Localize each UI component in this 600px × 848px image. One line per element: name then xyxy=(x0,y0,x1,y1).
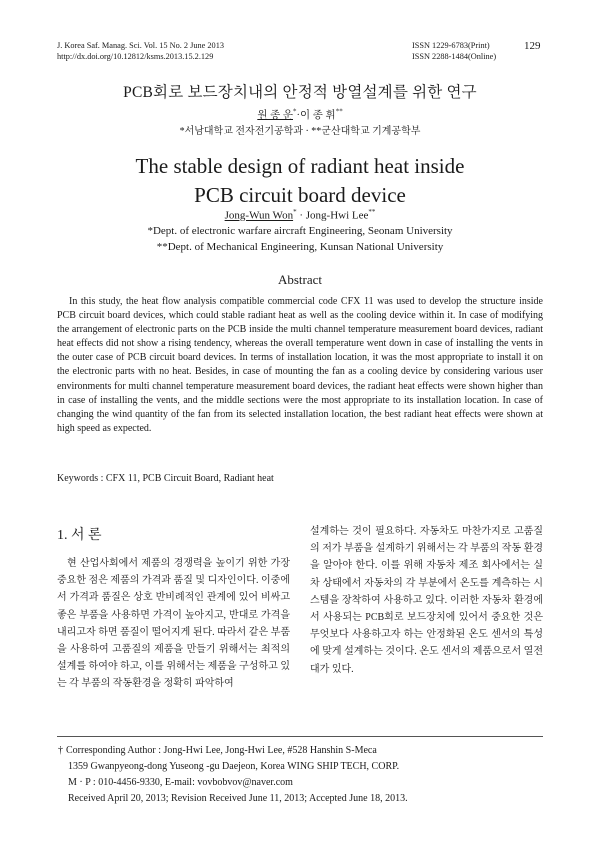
journal-citation: J. Korea Saf. Manag. Sci. Vol. 15 No. 2 June 2013 xyxy=(57,41,224,50)
body-left-column: 현 산업사회에서 제품의 경쟁력을 높이기 위한 가장 중요한 점은 제품의 가격과 품질 및 디자인이다. 이중에서 가격과 품질은 상호 반비례적인 관계에 있어 비싸고 좋은 부품을 사용하면 가격이 높아지고, 반대로 가격을 내리고자 하면 품질이 떨어지게 된다. 따라서 같은 부품을 사용하여 고품질의 제품을 만들기 위해서는 최적의 설계를 하여야 하고, 이를 위해서는 제품을 구성하고 있는 각 부품의 작동환경을 정확히 파악하여 xyxy=(57,558,290,690)
footnote-dagger: † xyxy=(58,745,63,756)
korean-title: PCB회로 보드장치내의 안정적 방열설계를 위한 연구 xyxy=(123,84,477,101)
korean-author-1-mark: * xyxy=(293,107,297,116)
abstract-heading: Abstract xyxy=(277,272,323,287)
english-author-1-mark: * xyxy=(293,208,297,216)
footnote-line-1: Corresponding Author : Jong-Hwi Lee, Jong-Hwi Lee, #528 Hanshin S-Meca xyxy=(66,745,377,756)
page-number: 129 xyxy=(524,40,541,52)
english-author-separator: · xyxy=(296,209,306,222)
korean-author-2-mark: ** xyxy=(335,107,343,116)
keywords: Keywords : CFX 11, PCB Circuit Board, Radiant heat xyxy=(57,473,274,484)
footnote-line-4: Received April 20, 2013; Revision Received June 11, 2013; Accepted June 18, 2013. xyxy=(68,793,408,804)
issn-online: ISSN 2288-1484(Online) xyxy=(412,52,497,61)
footnote-line-2: 1359 Gwanpyeong-dong Yuseong -gu Daejeon, Korea WING SHIP TECH, CORP. xyxy=(68,761,400,772)
footnote-divider xyxy=(57,736,543,737)
english-title-line-1: The stable design of radiant heat inside xyxy=(135,154,465,178)
korean-author-1: 원 종 운 xyxy=(257,110,293,121)
english-title-line-2: PCB circuit board device xyxy=(194,183,406,207)
korean-author-separator: · xyxy=(296,110,300,121)
english-author-2-mark: ** xyxy=(368,208,376,216)
korean-author-2: 이 종 휘 xyxy=(300,110,336,121)
english-title xyxy=(0,152,600,210)
doi-link[interactable]: http://dx.doi.org/10.12812/ksms.2013.15.2.129 xyxy=(57,52,214,61)
english-affiliation-1: *Dept. of electronic warfare aircraft Engineering, Seonam University xyxy=(147,225,453,237)
issn-print: ISSN 1229-6783(Print) xyxy=(412,41,490,50)
korean-affiliations: *서남대학교 전자전기공학과 · **군산대학교 기계공학부 xyxy=(179,126,421,137)
english-affiliation-2: **Dept. of Mechanical Engineering, Kunsan National University xyxy=(156,241,444,253)
footnote-line-3: M · P : 010-4456-9330, E-mail: vovbobvov@naver.com xyxy=(68,777,293,788)
abstract-text: In this study, the heat flow analysis compatible commercial code CFX 11 was used to develop the structure inside PCB circuit board devices, which could stable radiant heat as well as the cooling device within it. In case of modifying the arrangement of electronic parts on the PCB inside the multi channel temperature measurement board devices, radiant heat effects did not show a rising tendency, whereas the overall temperature went down in case of installing the vents in the outer case of PCB circuit board devices. In terms of installation location, it was the most appropriate to install it on the electronic parts with no heat. Besides, in case of mounting the fan as a cooling device by considering various user environments for multi channel temperature measurement board devices, the radiant heat effects were shown higher than in case of installing the vents, and the middle sections were the most appropriate to its installation location. In case of changing the wind quantity of the fan from its selected installation location, the best radiant heat effects were shown at high speed as expected. xyxy=(57,296,543,434)
english-author-2: Jong-Hwi Lee xyxy=(305,209,369,222)
korean-authors xyxy=(0,107,600,122)
section-title: 1. 서 론 xyxy=(57,528,102,543)
english-authors xyxy=(0,208,600,222)
english-author-1: Jong-Wun Won xyxy=(224,209,294,222)
corresponding-author-footnote xyxy=(58,743,546,807)
body-right-column: 설계하는 것이 필요하다. 자동차도 마찬가지로 고품질의 저가 부품을 설계하기 위해서는 각 부품의 작동 환경을 알아야 한다. 이를 위해 자동차 제조 회사에서는 실차 상태에서 자동차의 각 부분에서 온도를 계측하는 시스템을 장착하여 사용하고 있다. 이러한 자동차 환경에서 사용되는 PCB회로 보드장치에 있어서 중요한 것은 무엇보다 사용하고자 하는 안정화된 온도 센서의 특성에 맞게 설계하는 것이다. 온도 센서의 제품으로서 열전대가 있다. xyxy=(310,526,543,675)
